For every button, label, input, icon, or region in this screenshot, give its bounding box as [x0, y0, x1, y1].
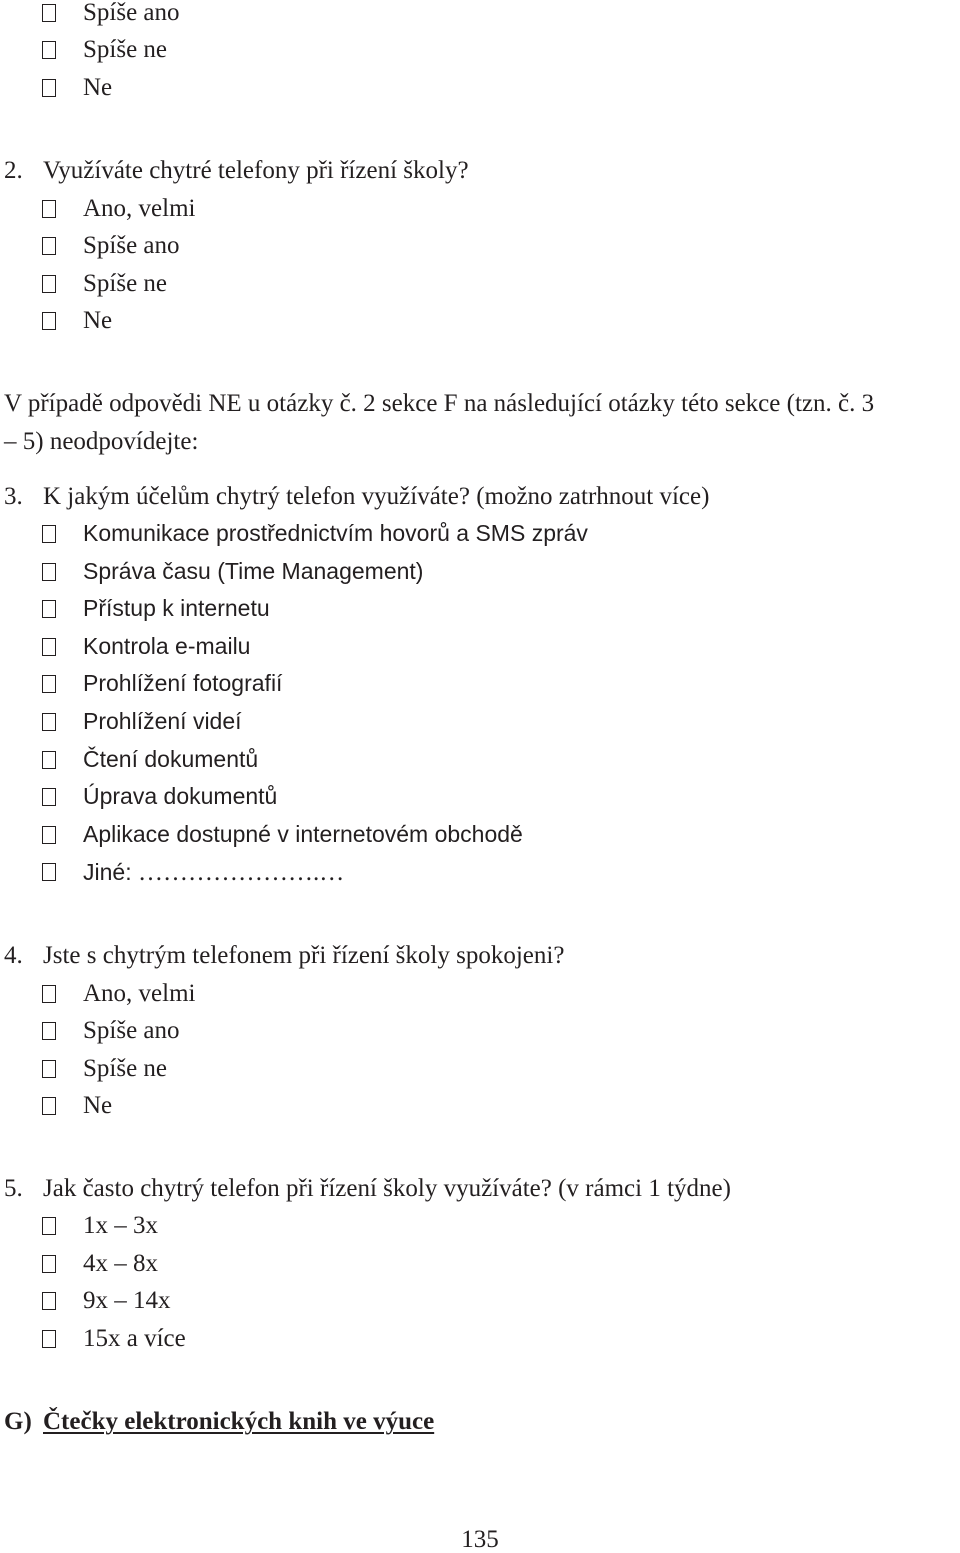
option-label: Ano, velmi [83, 195, 196, 222]
checkbox[interactable] [42, 751, 56, 769]
option-label: 4x – 8x [83, 1250, 158, 1277]
option-label: Spíše ano [83, 232, 180, 259]
checkbox[interactable] [42, 200, 56, 218]
question-text: Jak často chytrý telefon při řízení školy využíváte? (v rámci 1 týdne) [43, 1175, 731, 1202]
question-3 [4, 484, 709, 509]
question-2 [4, 158, 469, 183]
checkbox[interactable] [42, 1022, 56, 1040]
checkbox[interactable] [42, 638, 56, 656]
checkbox[interactable] [42, 826, 56, 844]
option-label: 1x – 3x [83, 1212, 158, 1239]
option-label: Spíše ano [83, 1017, 180, 1044]
checkbox[interactable] [42, 1292, 56, 1310]
checkbox[interactable] [42, 713, 56, 731]
option-label: Ano, velmi [83, 980, 196, 1007]
note-line-2: – 5) neodpovídejte: [4, 428, 199, 455]
checkbox[interactable] [42, 1060, 56, 1078]
option-label: Spíše ne [83, 1055, 168, 1082]
option-label: Kontrola e-mailu [83, 633, 251, 659]
page-number: 135 [461, 1526, 499, 1553]
checkbox[interactable] [42, 1097, 56, 1115]
other-fill-in-field[interactable]: ………………….… [137, 859, 345, 886]
option-label: Spíše ne [83, 36, 168, 63]
option-label: Spíše ano [83, 0, 180, 26]
checkbox[interactable] [42, 563, 56, 581]
checkbox[interactable] [42, 1255, 56, 1273]
note-line-1: V případě odpovědi NE u otázky č. 2 sekce F na následující otázky této sekce (tzn. č. 3 [4, 390, 875, 417]
checkbox[interactable] [42, 985, 56, 1003]
option-label: Přístup k internetu [83, 595, 270, 621]
option-label: Spíše ne [83, 270, 168, 297]
question-4 [4, 943, 564, 968]
option-label: 9x – 14x [83, 1287, 171, 1314]
option-label: 15x a více [83, 1325, 186, 1352]
checkbox[interactable] [42, 600, 56, 618]
checkbox[interactable] [42, 1330, 56, 1348]
checkbox[interactable] [42, 41, 56, 59]
checkbox[interactable] [42, 675, 56, 693]
question-number: 5. [4, 1175, 23, 1202]
question-text: K jakým účelům chytrý telefon využíváte? [43, 483, 470, 510]
option-label: Správa času (Time Management) [83, 558, 424, 584]
option-label: Čtení dokumentů [83, 746, 259, 772]
checkbox[interactable] [42, 788, 56, 806]
other-label: Jiné: [83, 859, 132, 885]
question-5 [4, 1176, 731, 1201]
option-label: Komunikace prostřednictvím hovorů a SMS zpráv [83, 520, 588, 546]
option-label: Ne [83, 307, 113, 334]
option-label: Aplikace dostupné v internetovém obchodě [83, 821, 523, 847]
option-label: Ne [83, 74, 113, 101]
checkbox[interactable] [42, 79, 56, 97]
checkbox[interactable] [42, 312, 56, 330]
question-number: 2. [4, 157, 23, 184]
question-text: Jste s chytrým telefonem při řízení školy spokojeni? [43, 942, 565, 969]
option-label [83, 860, 344, 885]
option-label: Ne [83, 1092, 113, 1119]
option-label: Prohlížení fotografií [83, 670, 283, 696]
section-letter: G) [4, 1408, 32, 1435]
question-text: Využíváte chytré telefony při řízení školy? [43, 157, 469, 184]
checkbox[interactable] [42, 275, 56, 293]
option-label: Prohlížení videí [83, 708, 242, 734]
question-number: 3. [4, 483, 23, 510]
section-title: Čtečky elektronických knih ve výuce [43, 1408, 435, 1435]
checkbox[interactable] [42, 863, 56, 881]
question-number: 4. [4, 942, 23, 969]
option-label: Úprava dokumentů [83, 783, 278, 809]
checkbox[interactable] [42, 1217, 56, 1235]
question-hint: (možno zatrhnout více) [476, 483, 710, 510]
checkbox[interactable] [42, 237, 56, 255]
checkbox[interactable] [42, 525, 56, 543]
section-heading [4, 1409, 434, 1434]
checkbox[interactable] [42, 4, 56, 22]
